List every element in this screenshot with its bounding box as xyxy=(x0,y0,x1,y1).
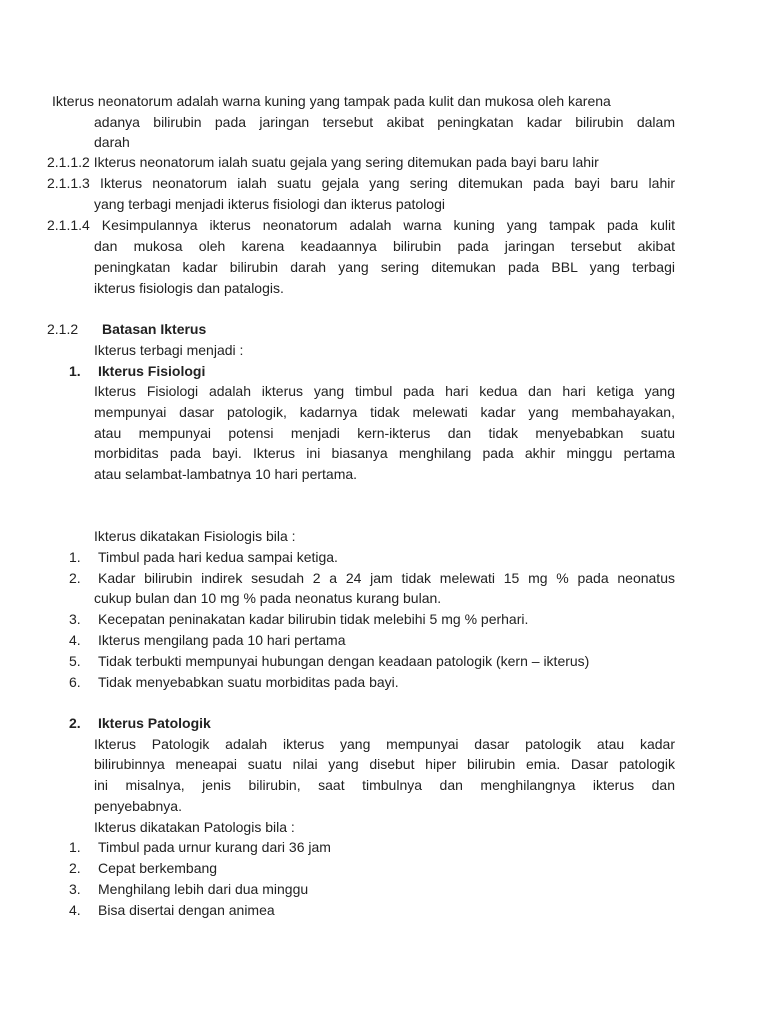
item-2114-line-2: dan mukosa oleh karena keadaannya bilirubin pada jaringan tersebut akibat xyxy=(94,238,675,254)
item-2114-line-4: ikterus fisiologis dan patalogis. xyxy=(94,280,284,296)
definition-line-3: darah xyxy=(94,134,130,150)
fisiologi-criterion-5: Tidak terbukti mempunyai hubungan dengan keadaan patologik (kern – ikterus) xyxy=(98,653,590,669)
section-212-title: Batasan Ikterus xyxy=(102,321,207,337)
fisiologi-criterion-2-cont: cukup bulan dan 10 mg % pada neonatus kurang bulan. xyxy=(94,590,442,606)
fisiologi-criterion-5-number: 5. xyxy=(69,653,81,669)
item-2113-line-2: yang terbagi menjadi ikterus fisiologi dan ikterus patologi xyxy=(94,196,445,212)
fisiologi-desc-line-1: Ikterus Fisiologi adalah ikterus yang timbul pada hari kedua dan hari ketiga yang xyxy=(94,383,675,399)
patologik-criterion-4: Bisa disertai dengan animea xyxy=(98,902,275,918)
patologik-number: 2. xyxy=(69,715,81,731)
patologik-criteria-intro: Ikterus dikatakan Patologis bila : xyxy=(94,819,295,835)
fisiologi-criterion-1-number: 1. xyxy=(69,549,81,565)
section-212-intro: Ikterus terbagi menjadi : xyxy=(94,342,244,358)
fisiologi-criterion-3-number: 3. xyxy=(69,611,81,627)
fisiologi-criterion-3: Kecepatan peninakatan kadar bilirubin tidak melebihi 5 mg % perhari. xyxy=(98,611,529,627)
patologik-criterion-3-number: 3. xyxy=(69,881,81,897)
patologik-criterion-1-number: 1. xyxy=(69,839,81,855)
fisiologi-criteria-intro: Ikterus dikatakan Fisiologis bila : xyxy=(94,528,296,544)
fisiologi-criterion-6: Tidak menyebabkan suatu morbiditas pada bayi. xyxy=(98,674,399,690)
fisiologi-criterion-4-number: 4. xyxy=(69,632,81,648)
patologik-title: Ikterus Patologik xyxy=(98,715,211,731)
fisiologi-desc-line-2: mempunyai dasar patologik, kadarnya tidak melewati kadar yang membahayakan, xyxy=(94,404,675,420)
item-2114-line-1: 2.1.1.4 Kesimpulannya ikterus neonatorum adalah warna kuning yang tampak pada kulit xyxy=(47,217,675,233)
patologik-criterion-2: Cepat berkembang xyxy=(98,860,218,876)
fisiologi-number: 1. xyxy=(69,363,81,379)
patologik-criterion-3: Menghilang lebih dari dua minggu xyxy=(98,881,309,897)
definition-line-2: adanya bilirubin pada jaringan tersebut akibat peningkatan kadar bilirubin dalam xyxy=(94,114,675,130)
patologik-criterion-2-number: 2. xyxy=(69,860,81,876)
fisiologi-title: Ikterus Fisiologi xyxy=(98,363,206,379)
patologik-criterion-1: Timbul pada urnur kurang dari 36 jam xyxy=(98,839,331,855)
fisiologi-criterion-1: Timbul pada hari kedua sampai ketiga. xyxy=(98,549,338,565)
patologik-desc-line-2: bilirubinnya meneapai suatu nilai yang disebut hiper bilirubin emia. Dasar patologik xyxy=(94,756,675,772)
fisiologi-desc-line-3: atau mempunyai potensi menjadi kern-ikterus dan tidak menyebabkan suatu xyxy=(94,425,675,441)
fisiologi-criterion-4: Ikterus mengilang pada 10 hari pertama xyxy=(98,632,346,648)
item-2113-line-1: 2.1.1.3 Ikterus neonatorum ialah suatu gejala yang sering ditemukan pada bayi baru lahir xyxy=(47,175,675,191)
definition-line-1: Ikterus neonatorum adalah warna kuning yang tampak pada kulit dan mukosa oleh karena xyxy=(52,93,611,109)
fisiologi-desc-line-5: atau selambat-lambatnya 10 hari pertama. xyxy=(94,466,358,482)
patologik-desc-line-4: penyebabnya. xyxy=(94,798,182,814)
fisiologi-criterion-6-number: 6. xyxy=(69,674,81,690)
fisiologi-criterion-2: Kadar bilirubin indirek sesudah 2 a 24 jam tidak melewati 15 mg % pada neonatus xyxy=(98,570,675,586)
item-2112-line-1: 2.1.1.2 Ikterus neonatorum ialah suatu gejala yang sering ditemukan pada bayi baru lahir xyxy=(47,154,599,170)
patologik-desc-line-1: Ikterus Patologik adalah ikterus yang mempunyai dasar patologik atau kadar xyxy=(94,736,675,752)
item-2114-line-3: peningkatan kadar bilirubin darah yang sering ditemukan pada BBL yang terbagi xyxy=(94,259,675,275)
patologik-criterion-4-number: 4. xyxy=(69,902,81,918)
patologik-desc-line-3: ini misalnya, jenis bilirubin, saat timbulnya dan menghilangnya ikterus dan xyxy=(94,777,675,793)
fisiologi-desc-line-4: morbiditas pada bayi. Ikterus ini biasanya menghilang pada akhir minggu pertama xyxy=(94,445,675,461)
section-212-number: 2.1.2 xyxy=(47,321,79,337)
fisiologi-criterion-2-number: 2. xyxy=(69,570,81,586)
